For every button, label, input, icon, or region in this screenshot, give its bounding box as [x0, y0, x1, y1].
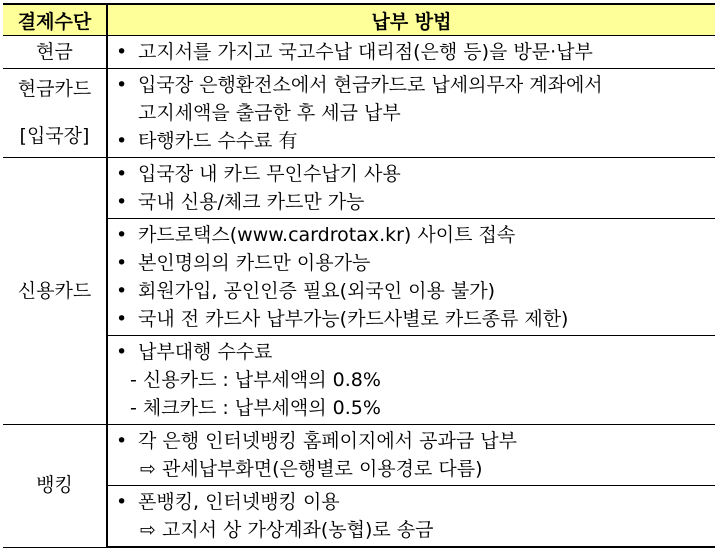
- bullet-icon: •: [116, 74, 128, 96]
- label-bottom: [입국장]: [19, 125, 90, 147]
- header-payment-procedure: 납부 방법: [107, 4, 715, 36]
- list-item: • 회원가입, 공인인증 필요(외국인 이용 불가): [116, 277, 711, 305]
- list-subitem: - 신용카드 : 납부세액의 0.8%: [130, 369, 381, 391]
- bullet-icon: •: [116, 252, 128, 274]
- label-top: 현금카드: [17, 78, 92, 100]
- row-content-cash: [107, 36, 715, 69]
- header-row: [3, 4, 715, 36]
- row-credit-card-group-1: [3, 158, 715, 219]
- banking-group-1: [107, 425, 715, 486]
- row-banking-group-2: [3, 486, 715, 548]
- bullet-icon: •: [116, 191, 128, 213]
- row-label-credit-card: 신용카드: [3, 158, 107, 425]
- bullet-icon: •: [116, 280, 128, 302]
- bullet-icon: •: [116, 41, 128, 63]
- row-cash-card: [3, 69, 715, 158]
- list-item: • 본인명의의 카드만 이용가능: [116, 249, 711, 277]
- list-item: • 입국장 내 카드 무인수납기 사용: [116, 160, 711, 188]
- list-item: • 각 은행 인터넷뱅킹 홈페이지에서 공과금 납부: [116, 427, 711, 455]
- list-subitem: ⇨ 관세납부화면(은행별로 이용경로 다름): [140, 458, 483, 480]
- header-payment-method: 결제수단: [3, 4, 107, 36]
- list-item: • 국내 전 카드사 납부가능(카드사별로 카드종류 제한): [116, 305, 711, 333]
- row-banking-group-1: [3, 425, 715, 486]
- bullet-icon: •: [116, 163, 128, 185]
- bullet-icon: •: [116, 430, 128, 452]
- credit-card-group-1: [107, 158, 715, 219]
- row-credit-card-group-2: [3, 219, 715, 336]
- row-credit-card-group-3: [3, 336, 715, 425]
- bullet-icon: •: [116, 308, 128, 330]
- list-item-continuation: 고지세액을 출금한 후 세금 납부: [138, 102, 401, 124]
- bullet-icon: •: [116, 224, 128, 246]
- credit-card-group-2: [107, 219, 715, 336]
- list-subitem: - 체크카드 : 납부세액의 0.5%: [130, 397, 381, 419]
- list-subitem: ⇨ 고지서 상 가상계좌(농협)로 송금: [140, 519, 434, 541]
- list-item: • 국내 신용/체크 카드만 가능: [116, 188, 711, 216]
- bullet-icon: •: [116, 491, 128, 513]
- list-item: • 납부대행 수수료: [116, 338, 711, 366]
- row-content-cash-card: [107, 69, 715, 158]
- row-label-cash-card: [3, 69, 107, 158]
- row-label-cash: 현금: [3, 36, 107, 69]
- list-item: • 폰뱅킹, 인터넷뱅킹 이용: [116, 488, 711, 516]
- list-item: • 고지서를 가지고 국고수납 대리점(은행 등)을 방문·납부: [116, 38, 711, 66]
- row-label-banking: 뱅킹: [3, 425, 107, 548]
- bullet-icon: •: [116, 130, 128, 152]
- bullet-icon: •: [116, 341, 128, 363]
- list-item: • 타행카드 수수료 有: [116, 127, 711, 155]
- list-item: • 입국장 은행환전소에서 현금카드로 납세의무자 계좌에서: [116, 71, 711, 99]
- credit-card-group-3: [107, 336, 715, 425]
- banking-group-2: [107, 486, 715, 548]
- payment-methods-table: [3, 3, 715, 548]
- row-cash: [3, 36, 715, 69]
- list-item: • 카드로택스(www.cardrotax.kr) 사이트 접속: [116, 221, 711, 249]
